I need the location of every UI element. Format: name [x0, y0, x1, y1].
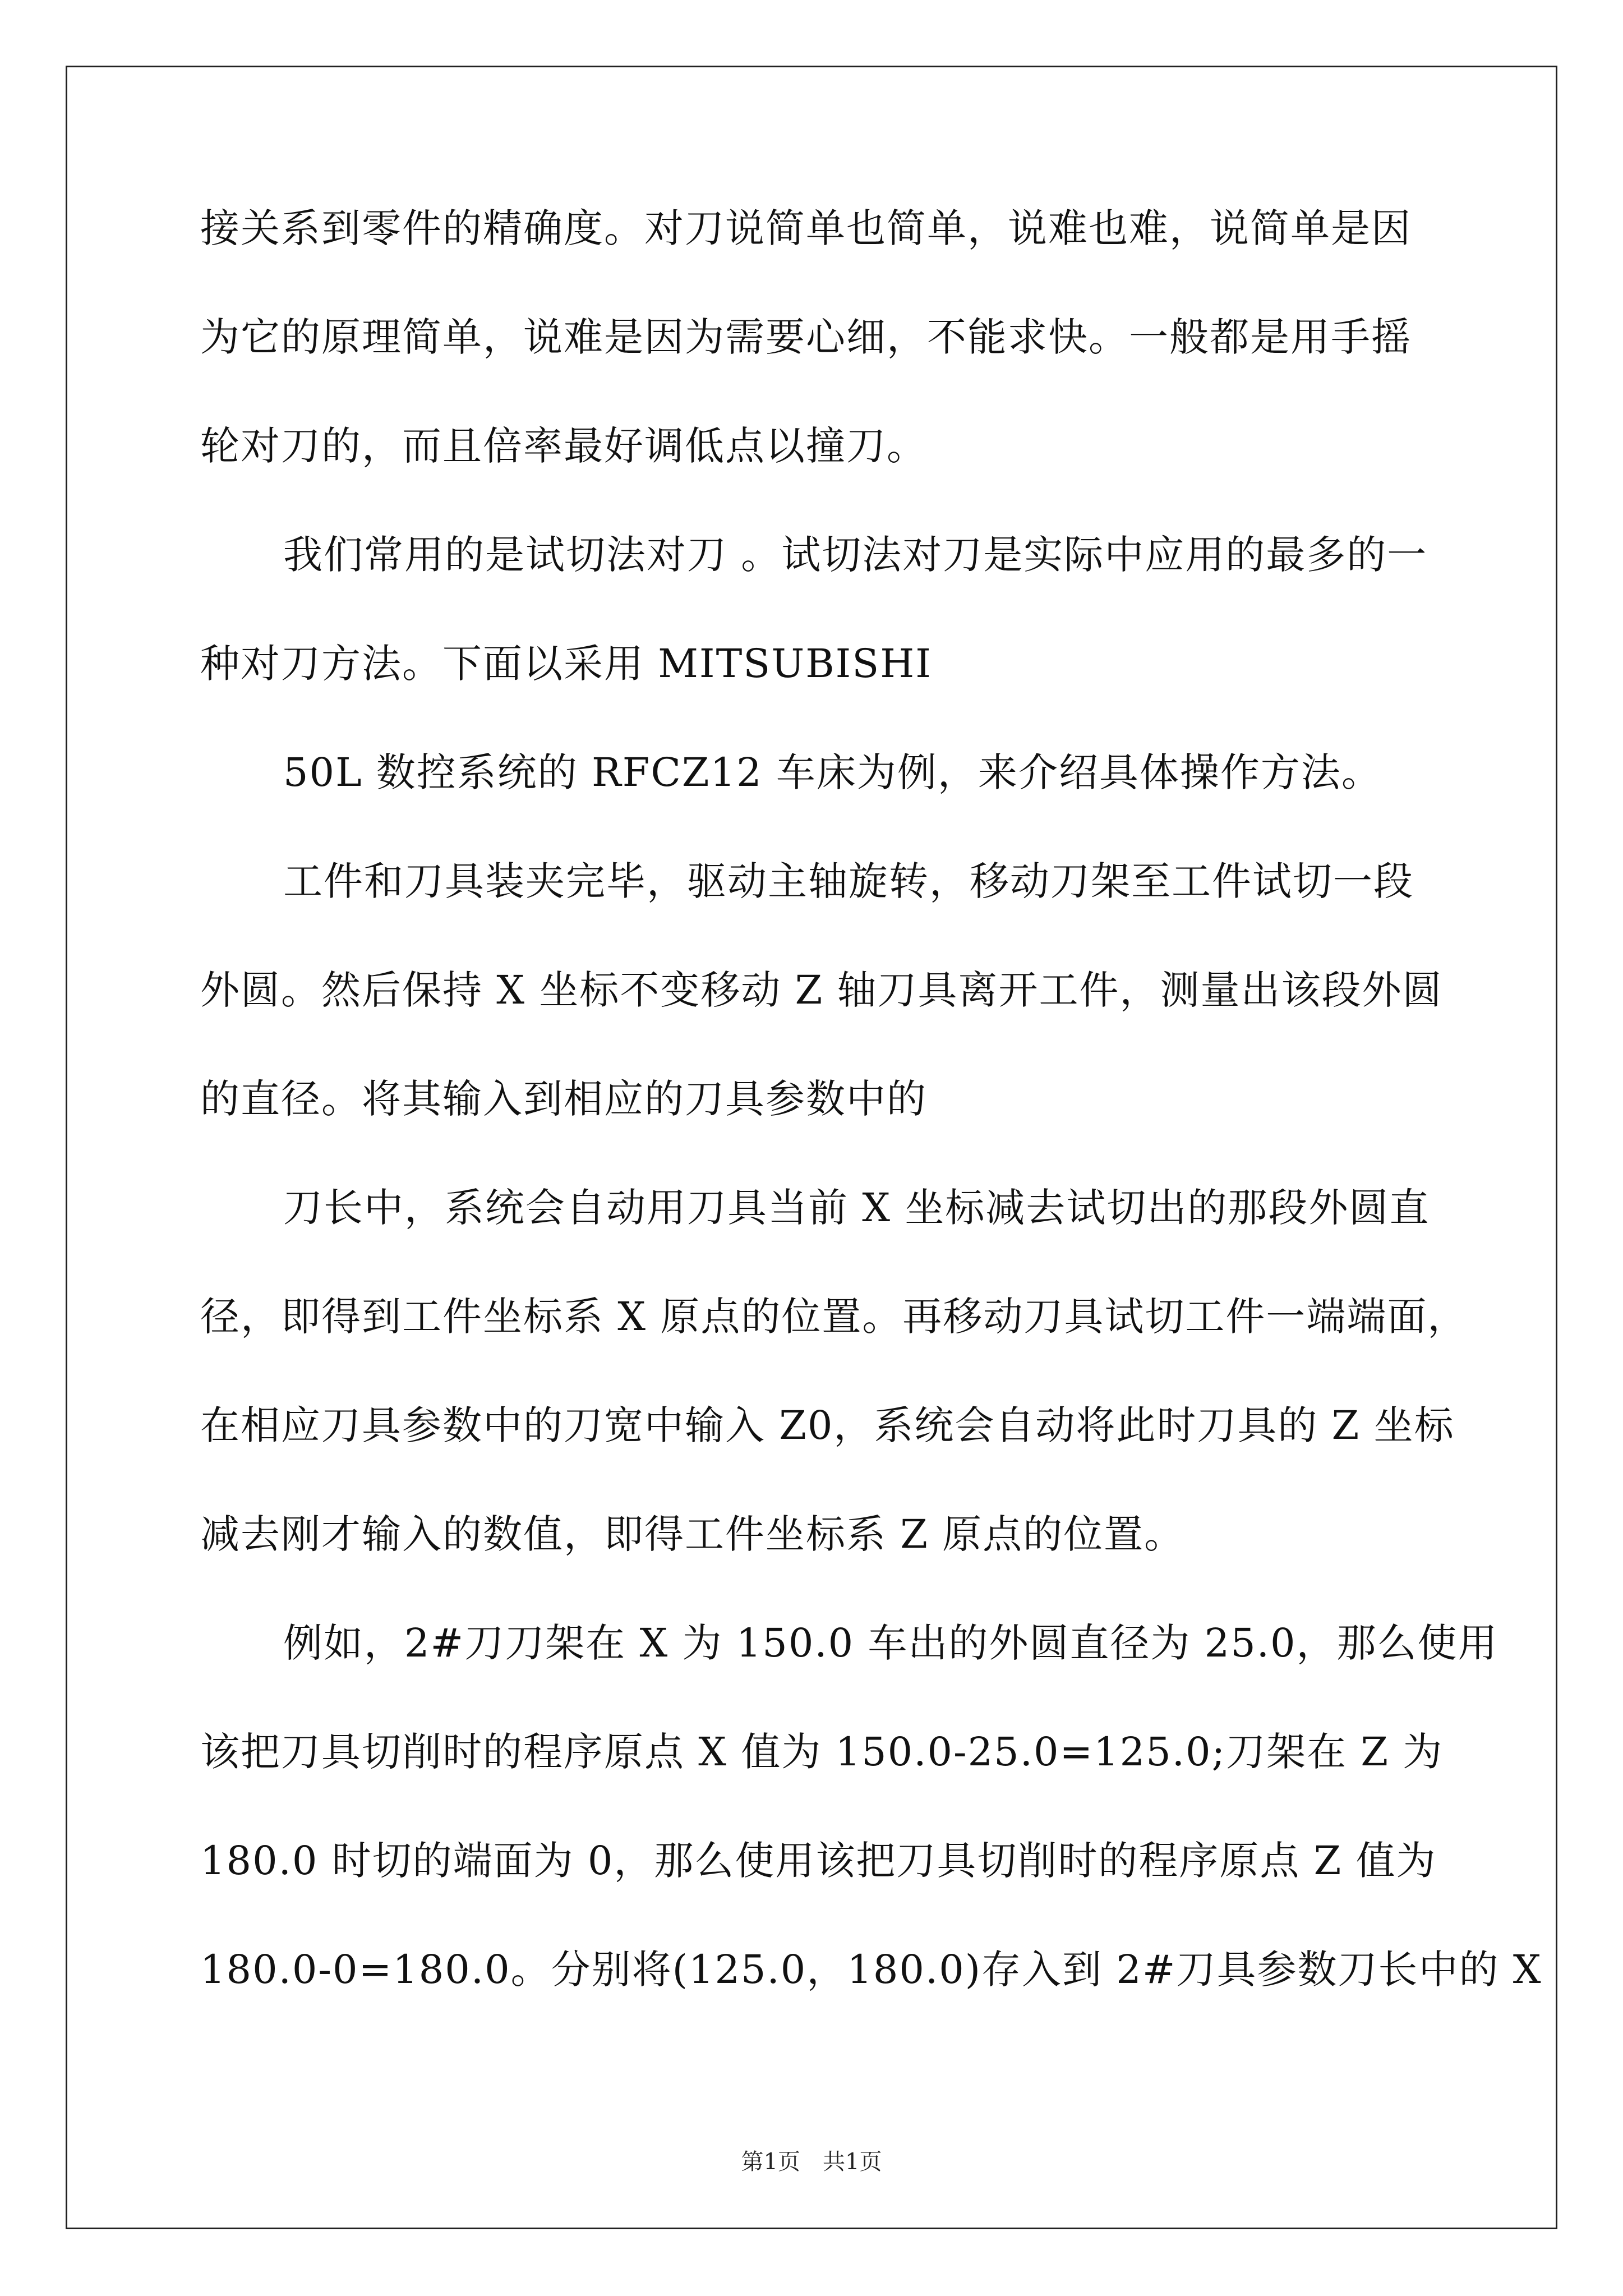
text-line: 180.0-0=180.0。分别将(125.0，180.0)存入到 2#刀具参数刀长中的 X [200, 1947, 1542, 1993]
text-line: 轮对刀的，而且倍率最好调低点以撞刀。 [200, 423, 927, 469]
text-line: 外圆。然后保持 X 坐标不变移动 Z 轴刀具离开工件，测量出该段外圆 [200, 967, 1443, 1013]
text-line: 工件和刀具装夹完毕，驱动主轴旋转，移动刀架至工件试切一段 [283, 858, 1414, 904]
page-footer [0, 2144, 1623, 2176]
text-line: 180.0 时切的端面为 0，那么使用该把刀具切削时的程序原点 Z 值为 [200, 1838, 1437, 1884]
text-line: 种对刀方法。下面以采用 MITSUBISHI [200, 641, 932, 687]
text-line: 接关系到零件的精确度。对刀说简单也简单，说难也难，说简单是因 [200, 205, 1412, 251]
document-body [200, 205, 1542, 2059]
page-number: 第1页 [741, 2149, 800, 2175]
text-line: 在相应刀具参数中的刀宽中输入 Z0，系统会自动将此时刀具的 Z 坐标 [200, 1402, 1455, 1448]
text-line: 该把刀具切削时的程序原点 X 值为 150.0-25.0=125.0;刀架在 Z 为 [200, 1729, 1444, 1775]
text-line: 的直径。将其输入到相应的刀具参数中的 [200, 1076, 927, 1122]
text-line: 我们常用的是试切法对刀 。试切法对刀是实际中应用的最多的一 [283, 532, 1428, 578]
text-line: 例如，2#刀刀架在 X 为 150.0 车出的外圆直径为 25.0，那么使用 [283, 1620, 1498, 1666]
text-line: 刀长中，系统会自动用刀具当前 X 坐标减去试切出的那段外圆直 [283, 1185, 1430, 1231]
text-line: 减去刚才输入的数值，即得工件坐标系 Z 原点的位置。 [200, 1511, 1185, 1557]
text-line: 为它的原理简单，说难是因为需要心细，不能求快。一般都是用手摇 [200, 314, 1412, 360]
text-line: 50L 数控系统的 RFCZ12 车床为例，来介绍具体操作方法。 [283, 749, 1382, 795]
text-line: 径，即得到工件坐标系 X 原点的位置。再移动刀具试切工件一端端面， [200, 1294, 1468, 1340]
page-total: 共1页 [823, 2149, 882, 2175]
